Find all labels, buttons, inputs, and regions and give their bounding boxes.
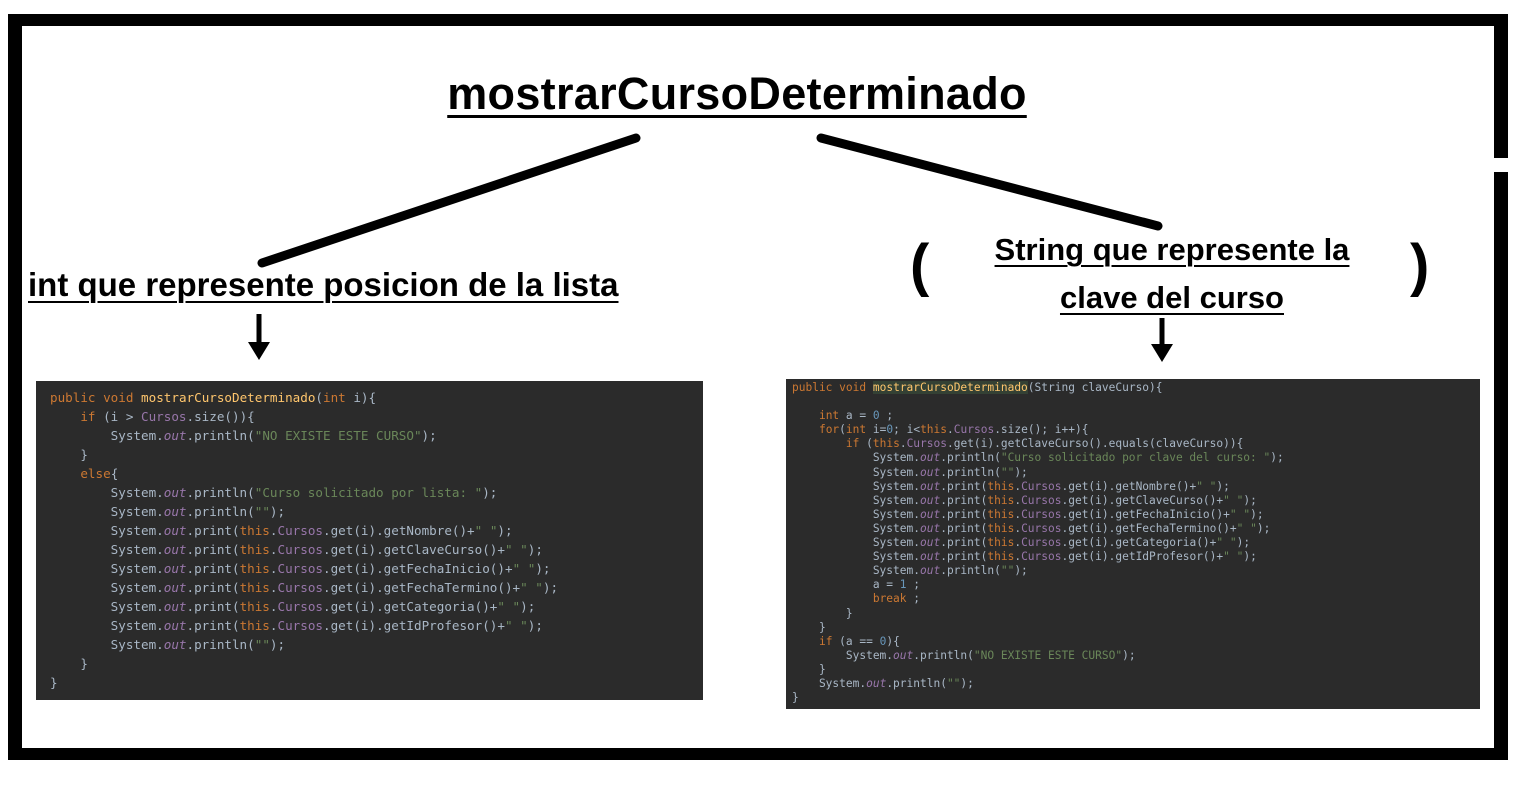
code-line: System.out.println(""); — [792, 465, 1028, 479]
code-line: System.out.println(""); — [792, 564, 1028, 578]
code-line: } — [50, 447, 88, 462]
code-line: } — [792, 662, 826, 676]
branch-line-right — [821, 138, 1158, 226]
code-line: System.out.println(""); — [50, 504, 286, 519]
code-line: System.out.print(this.Cursos.get(i).getIdProfesor()+" "); — [50, 618, 543, 633]
code-line: } — [50, 675, 58, 690]
code-line: System.out.println(""); — [792, 676, 974, 690]
code-line: System.out.print(this.Cursos.get(i).getCategoria()+" "); — [50, 599, 536, 614]
code-line: if (i > Cursos.size()){ — [80, 409, 255, 424]
code-line: if (a == 0){ — [818, 634, 900, 648]
arrow-down-right — [1151, 318, 1173, 362]
code-line: if (this.Cursos.get(i).getClaveCurso().equals(claveCurso)){ — [845, 437, 1244, 451]
code-line: else{ — [80, 466, 119, 481]
code-line: break ; — [872, 592, 920, 606]
code-line: public void mostrarCursoDeterminado(int i){ — [50, 390, 377, 405]
code-line: System.out.print(this.Cursos.get(i).getFechaInicio()+" "); — [792, 507, 1264, 521]
code-line: System.out.println("Curso solicitado por lista: "); — [50, 485, 498, 500]
right-branch-label — [960, 226, 1384, 322]
code-line: } — [50, 656, 88, 671]
code-line: } — [792, 620, 826, 634]
page-title: mostrarCursoDeterminado — [447, 68, 1027, 119]
code-line: System.out.print(this.Cursos.get(i).getClaveCurso()+" "); — [50, 542, 543, 557]
code-line: System.out.print(this.Cursos.get(i).getClaveCurso()+" "); — [792, 493, 1257, 507]
code-block-int-version — [36, 381, 703, 700]
left-branch-label: int que represente posicion de la lista — [28, 266, 619, 303]
code-line: } — [792, 691, 799, 705]
code-line: System.out.println("Curso solicitado por clave del curso: "); — [792, 451, 1284, 465]
open-paren: ( — [910, 233, 930, 298]
code-line — [792, 395, 1480, 409]
code-line: System.out.print(this.Cursos.get(i).getIdProfesor()+" "); — [792, 550, 1257, 564]
code-line: System.out.println("NO EXISTE ESTE CURSO"); — [792, 648, 1136, 662]
code-line: int a = 0 ; — [818, 409, 894, 423]
code-line: System.out.print(this.Cursos.get(i).getFechaTermino()+" "); — [792, 521, 1271, 535]
code-block-string-version — [786, 379, 1480, 709]
branch-line-left — [262, 138, 636, 263]
right-branch-label-line1: String que represente la — [994, 232, 1350, 267]
code-line: System.out.print(this.Cursos.get(i).getFechaInicio()+" "); — [50, 561, 551, 576]
code-line: System.out.print(this.Cursos.get(i).getNombre()+" "); — [50, 523, 513, 538]
code-line: System.out.print(this.Cursos.get(i).getCategoria()+" "); — [792, 536, 1251, 550]
right-branch-label-line2: clave del curso — [1059, 280, 1284, 315]
code-line: for(int i=0; i<this.Cursos.size(); i++){ — [818, 423, 1089, 437]
code-line: System.out.print(this.Cursos.get(i).getNombre()+" "); — [792, 479, 1230, 493]
code-line: public void mostrarCursoDeterminado(String claveCurso){ — [792, 381, 1163, 394]
code-line: } — [792, 606, 853, 620]
close-paren: ) — [1410, 233, 1430, 298]
arrow-down-left — [248, 314, 270, 360]
code-line: System.out.println(""); — [50, 637, 286, 652]
code-line: System.out.print(this.Cursos.get(i).getFechaTermino()+" "); — [50, 580, 559, 595]
code-line: a = 1 ; — [792, 578, 921, 592]
code-line: System.out.println("NO EXISTE ESTE CURSO"); — [50, 428, 437, 443]
